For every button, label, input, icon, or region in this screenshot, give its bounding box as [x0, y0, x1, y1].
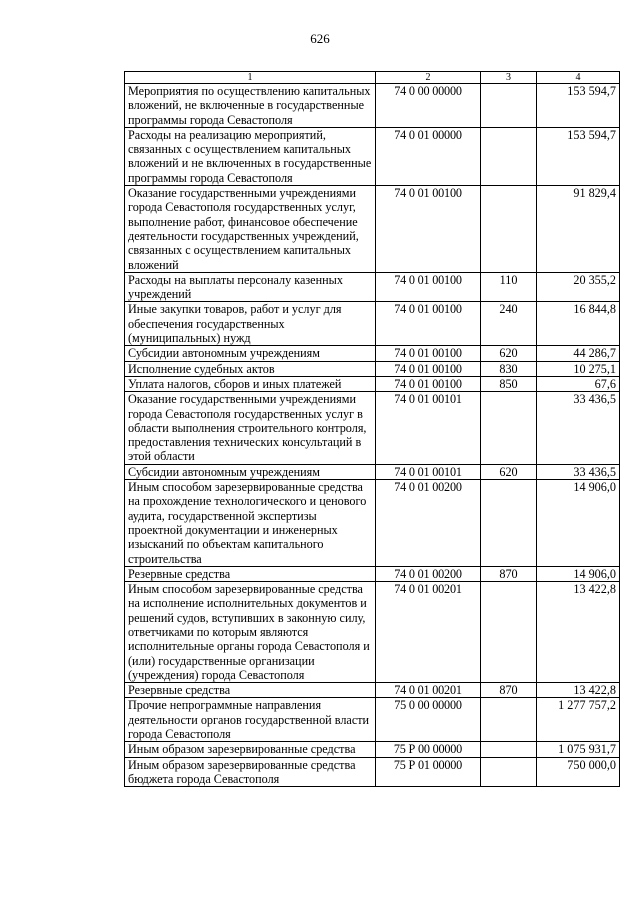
row-name-cell: Субсидии автономным учреждениям: [125, 464, 376, 479]
row-kvr-cell: [481, 742, 537, 757]
row-sum-cell: 1 277 757,2: [537, 698, 620, 742]
row-code-cell: 74 0 01 00100: [376, 376, 481, 391]
row-kvr-cell: 110: [481, 272, 537, 302]
page-number: 626: [310, 31, 330, 46]
table-body: [125, 84, 620, 787]
table-row: [125, 392, 620, 464]
row-code-cell: 74 0 01 00200: [376, 480, 481, 567]
row-kvr-cell: 850: [481, 376, 537, 391]
table-row: [125, 127, 620, 185]
row-name-cell: Исполнение судебных актов: [125, 361, 376, 376]
table-row: [125, 582, 620, 683]
table-row: [125, 302, 620, 346]
row-sum-cell: 14 906,0: [537, 566, 620, 581]
row-name-cell: Оказание государственными учреждениями города Севастополя государственных услуг в области выполнения строительного контроля, предоставления технических консультаций в этой области: [125, 392, 376, 464]
table-row: [125, 361, 620, 376]
row-kvr-cell: 870: [481, 683, 537, 698]
row-code-cell: 74 0 01 00100: [376, 272, 481, 302]
row-code-cell: 75 0 00 00000: [376, 698, 481, 742]
row-code-cell: 74 0 01 00100: [376, 346, 481, 361]
row-name-cell: Расходы на реализацию мероприятий, связанных с осуществлением капитальных вложений и не включенных в государственные программы города Севастополя: [125, 127, 376, 185]
row-code-cell: 74 0 01 00000: [376, 127, 481, 185]
header-col-code: 2: [376, 72, 481, 84]
table-row: [125, 757, 620, 787]
row-sum-cell: 33 436,5: [537, 392, 620, 464]
row-sum-cell: 44 286,7: [537, 346, 620, 361]
row-sum-cell: 153 594,7: [537, 127, 620, 185]
row-name-cell: Резервные средства: [125, 566, 376, 581]
row-kvr-cell: 240: [481, 302, 537, 346]
row-code-cell: 74 0 01 00101: [376, 464, 481, 479]
header-col-sum: 4: [537, 72, 620, 84]
row-kvr-cell: [481, 392, 537, 464]
row-kvr-cell: [481, 84, 537, 128]
row-name-cell: Уплата налогов, сборов и иных платежей: [125, 376, 376, 391]
row-code-cell: 75 Р 01 00000: [376, 757, 481, 787]
row-name-cell: Иным образом зарезервированные средства бюджета города Севастополя: [125, 757, 376, 787]
row-code-cell: 74 0 01 00100: [376, 302, 481, 346]
row-code-cell: 74 0 01 00201: [376, 582, 481, 683]
row-sum-cell: 1 075 931,7: [537, 742, 620, 757]
header-col-name: 1: [125, 72, 376, 84]
table-row: [125, 683, 620, 698]
row-kvr-cell: [481, 698, 537, 742]
row-name-cell: Прочие непрограммные направления деятельности органов государственной власти города Севастополя: [125, 698, 376, 742]
table-row: [125, 480, 620, 567]
row-kvr-cell: 620: [481, 464, 537, 479]
row-name-cell: Иным способом зарезервированные средства на исполнение исполнительных документов и решений судов, вступивших в законную силу, ответчиками по которым являются исполнительные органы города Севастополя и (или) государственные организации (учреждения) города Севастополя: [125, 582, 376, 683]
row-sum-cell: 13 422,8: [537, 683, 620, 698]
row-sum-cell: 67,6: [537, 376, 620, 391]
row-code-cell: 74 0 00 00000: [376, 84, 481, 128]
budget-table: [124, 71, 620, 787]
row-kvr-cell: [481, 186, 537, 273]
table-row: [125, 84, 620, 128]
row-name-cell: Иным образом зарезервированные средства: [125, 742, 376, 757]
row-code-cell: 74 0 01 00100: [376, 186, 481, 273]
row-sum-cell: 33 436,5: [537, 464, 620, 479]
row-kvr-cell: 830: [481, 361, 537, 376]
row-kvr-cell: [481, 582, 537, 683]
table-row: [125, 698, 620, 742]
header-col-kvr: 3: [481, 72, 537, 84]
row-name-cell: Резервные средства: [125, 683, 376, 698]
row-sum-cell: 10 275,1: [537, 361, 620, 376]
row-name-cell: Иным способом зарезервированные средства на прохождение технологического и ценового аудита, государственной экспертизы проектной документации и инженерных изысканий по объектам капитального строительства: [125, 480, 376, 567]
row-sum-cell: 14 906,0: [537, 480, 620, 567]
row-code-cell: 74 0 01 00101: [376, 392, 481, 464]
row-name-cell: Расходы на выплаты персоналу казенных учреждений: [125, 272, 376, 302]
row-sum-cell: 20 355,2: [537, 272, 620, 302]
row-sum-cell: 153 594,7: [537, 84, 620, 128]
row-name-cell: Иные закупки товаров, работ и услуг для обеспечения государственных (муниципальных) нужд: [125, 302, 376, 346]
table-header-row: [125, 72, 620, 84]
row-code-cell: 74 0 01 00100: [376, 361, 481, 376]
row-code-cell: 75 Р 00 00000: [376, 742, 481, 757]
table-row: [125, 186, 620, 273]
row-code-cell: 74 0 01 00201: [376, 683, 481, 698]
table-row: [125, 742, 620, 757]
table-row: [125, 464, 620, 479]
table-row: [125, 566, 620, 581]
row-code-cell: 74 0 01 00200: [376, 566, 481, 581]
row-kvr-cell: [481, 127, 537, 185]
row-sum-cell: 91 829,4: [537, 186, 620, 273]
row-name-cell: Оказание государственными учреждениями города Севастополя государственных услуг, выполнение работ, финансовое обеспечение деятельности государственных учреждений, связанных с осуществлением капитальных вложений: [125, 186, 376, 273]
row-kvr-cell: 620: [481, 346, 537, 361]
row-kvr-cell: [481, 757, 537, 787]
table-row: [125, 376, 620, 391]
row-kvr-cell: [481, 480, 537, 567]
row-sum-cell: 16 844,8: [537, 302, 620, 346]
row-sum-cell: 13 422,8: [537, 582, 620, 683]
table-row: [125, 346, 620, 361]
row-kvr-cell: 870: [481, 566, 537, 581]
row-name-cell: Субсидии автономным учреждениям: [125, 346, 376, 361]
row-sum-cell: 750 000,0: [537, 757, 620, 787]
row-name-cell: Мероприятия по осуществлению капитальных вложений, не включенные в государственные программы города Севастополя: [125, 84, 376, 128]
table-row: [125, 272, 620, 302]
